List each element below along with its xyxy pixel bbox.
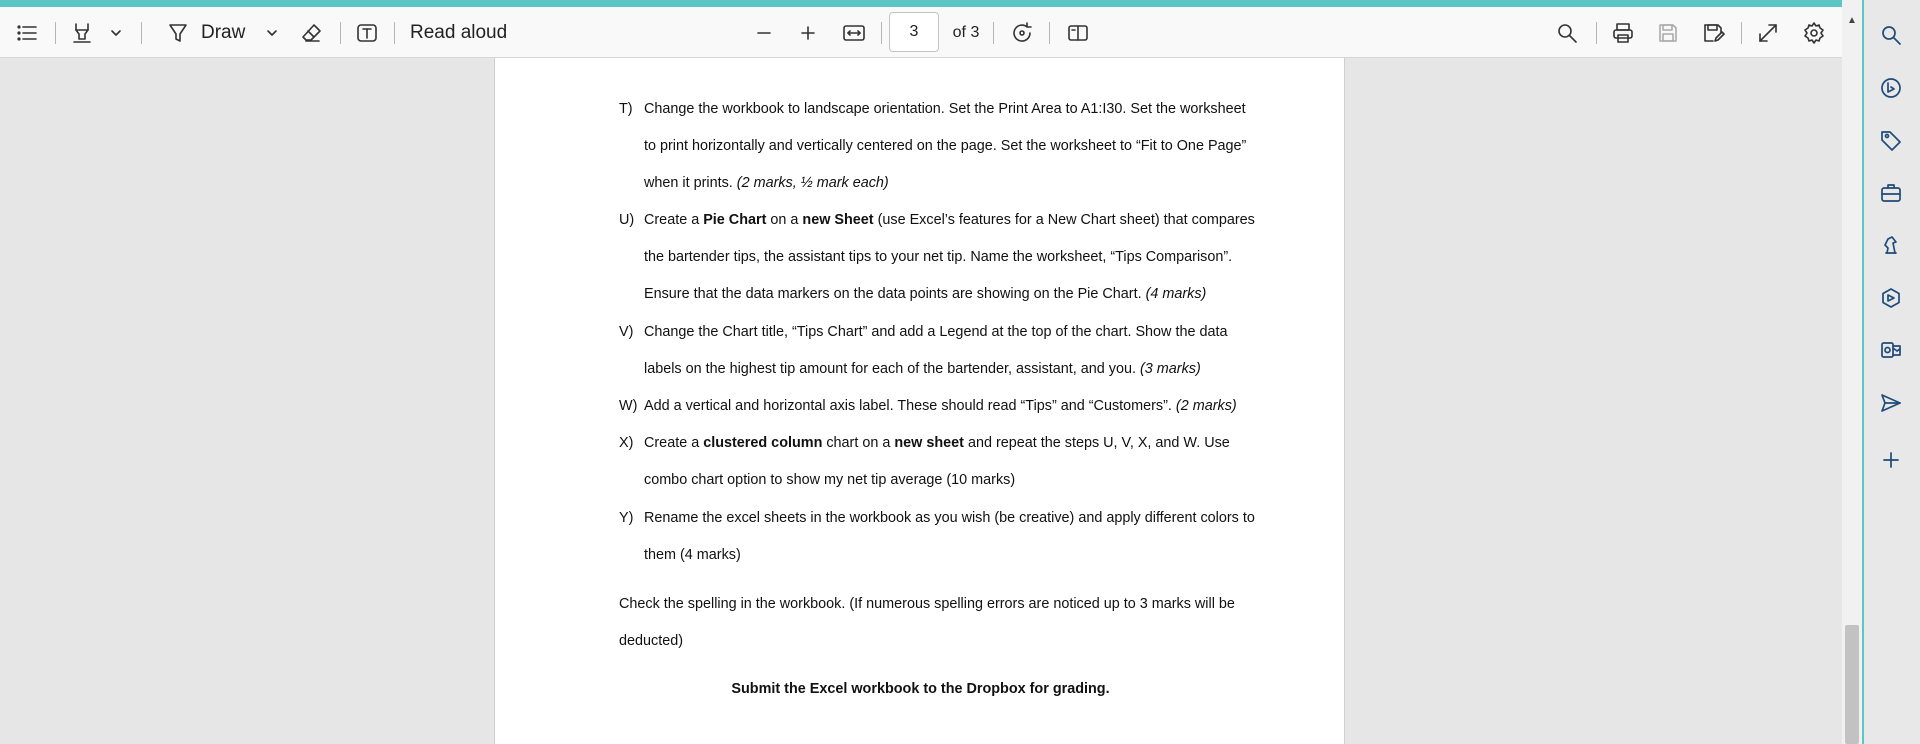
item-u-line-1: [644, 212, 1255, 228]
item-marker: V): [619, 324, 634, 340]
toolbar-divider: [141, 22, 142, 44]
briefcase-icon[interactable]: [1868, 173, 1914, 213]
scrollbar-thumb[interactable]: [1845, 625, 1859, 744]
item-x-bold: clustered column: [703, 435, 823, 451]
copilot-icon[interactable]: [1868, 278, 1914, 318]
item-w-text: Add a vertical and horizontal axis label. These should read “Tips” and “Customers”.: [644, 398, 1176, 414]
item-marker: X): [619, 435, 634, 451]
spelling-note-line-2: deducted): [619, 633, 684, 649]
chevron-down-icon[interactable]: [104, 7, 128, 58]
list-icon[interactable]: [10, 7, 44, 58]
highlighter-icon[interactable]: [66, 7, 98, 58]
read-aloud-label: Read aloud: [410, 21, 508, 43]
item-u-bold: new Sheet: [802, 212, 874, 228]
page-total: [948, 7, 984, 58]
item-marker: W): [619, 398, 638, 414]
draw-button[interactable]: [201, 7, 251, 58]
pen-icon[interactable]: [163, 7, 193, 58]
item-marker: Y): [619, 510, 634, 526]
send-icon[interactable]: [1868, 383, 1914, 423]
item-v-text: labels on the highest tip amount for each of the bartender, assistant, and you.: [644, 361, 1140, 377]
eraser-icon[interactable]: [296, 7, 326, 58]
draw-label: Draw: [201, 21, 246, 43]
toolbar-divider: [881, 22, 882, 44]
plus-icon[interactable]: [1868, 440, 1914, 480]
item-x-bold: new sheet: [894, 435, 964, 451]
search-icon[interactable]: [1551, 7, 1583, 58]
item-u-bold: Pie Chart: [703, 212, 767, 228]
scroll-up-arrow-icon[interactable]: ▲: [1847, 14, 1857, 26]
sidebar-accent-border: [1862, 0, 1864, 744]
item-y-line-1: Rename the excel sheets in the workbook as you wish (be creative) and apply different colors to: [644, 510, 1255, 526]
item-x-line-2: combo chart option to show my net tip average (10 marks): [644, 472, 1016, 488]
item-u-text: (use Excel’s features for a New Chart sheet) that compares: [873, 212, 1255, 228]
toolbar-divider: [1049, 22, 1050, 44]
item-v-line-1: Change the Chart title, “Tips Chart” and add a Legend at the top of the chart. Show the data: [644, 324, 1228, 340]
toolbar-divider: [1741, 22, 1742, 44]
search-icon[interactable]: [1868, 15, 1914, 55]
browser-sidebar: [1862, 0, 1920, 744]
item-w-marks: (2 marks): [1175, 398, 1237, 414]
item-t-line-3: [644, 175, 889, 191]
tag-icon[interactable]: [1868, 120, 1914, 160]
submit-instruction: Submit the Excel workbook to the Dropbox for grading.: [731, 681, 1110, 697]
page-total-label: of 3: [952, 23, 980, 41]
item-t-text: when it prints.: [644, 175, 737, 191]
item-t-line-2: to print horizontally and vertically centered on the page. Set the worksheet to “Fit to One Page”: [644, 138, 1247, 154]
document-viewport[interactable]: [0, 58, 1842, 744]
spelling-note-line-1: Check the spelling in the workbook. (If numerous spelling errors are noticed up to 3 marks will be: [619, 596, 1235, 612]
item-u-line-3: [644, 286, 1206, 302]
toolbar-divider: [55, 22, 56, 44]
expand-icon[interactable]: [1752, 7, 1784, 58]
toolbar-divider: [340, 22, 341, 44]
minus-icon[interactable]: [749, 7, 779, 58]
save-as-icon[interactable]: [1697, 7, 1729, 58]
item-x-text: Create a: [644, 435, 704, 451]
bing-icon[interactable]: [1868, 68, 1914, 108]
fit-width-icon[interactable]: [838, 7, 870, 58]
item-u-text: Create a: [644, 212, 704, 228]
item-marker: T): [619, 101, 633, 117]
item-v-line-2: [644, 361, 1201, 377]
chevron-down-icon[interactable]: [260, 7, 284, 58]
save-icon[interactable]: [1652, 7, 1684, 58]
page-view-icon[interactable]: [1062, 7, 1094, 58]
item-x-text: chart on a: [822, 435, 895, 451]
item-marker: U): [619, 212, 635, 228]
window-top-strip: [0, 0, 1862, 7]
item-u-marks: (4 marks): [1145, 286, 1207, 302]
item-u-text: Ensure that the data markers on the data points are showing on the Pie Chart.: [644, 286, 1146, 302]
item-t-marks: (2 marks, ½ mark each): [736, 175, 889, 191]
toolbar-divider: [1596, 22, 1597, 44]
page-number-input[interactable]: [889, 12, 939, 52]
item-v-marks: (3 marks): [1140, 361, 1201, 377]
toolbar-divider: [394, 22, 395, 44]
pdf-toolbar: [0, 7, 1842, 58]
chess-icon[interactable]: [1868, 225, 1914, 265]
printer-icon[interactable]: [1607, 7, 1639, 58]
item-u-line-2: the bartender tips, the assistant tips to your net tip. Name the worksheet, “Tips Comparison”.: [644, 249, 1233, 265]
item-u-text: on a: [766, 212, 803, 228]
item-x-text: and repeat the steps U, V, X, and W. Use: [963, 435, 1230, 451]
rotate-icon[interactable]: [1006, 7, 1038, 58]
toolbar-divider: [993, 22, 994, 44]
text-box-icon[interactable]: [351, 7, 383, 58]
item-w-line-1: [644, 398, 1237, 414]
outlook-icon[interactable]: [1868, 330, 1914, 370]
item-t-line-1: Change the workbook to landscape orientation. Set the Print Area to A1:I30. Set the worksheet: [644, 101, 1246, 117]
pdf-page: [494, 58, 1345, 744]
plus-icon[interactable]: [793, 7, 823, 58]
item-y-line-2: them (4 marks): [644, 547, 741, 563]
gear-icon[interactable]: [1798, 7, 1830, 58]
read-aloud-button[interactable]: [410, 7, 520, 58]
item-x-line-1: [644, 435, 1230, 451]
